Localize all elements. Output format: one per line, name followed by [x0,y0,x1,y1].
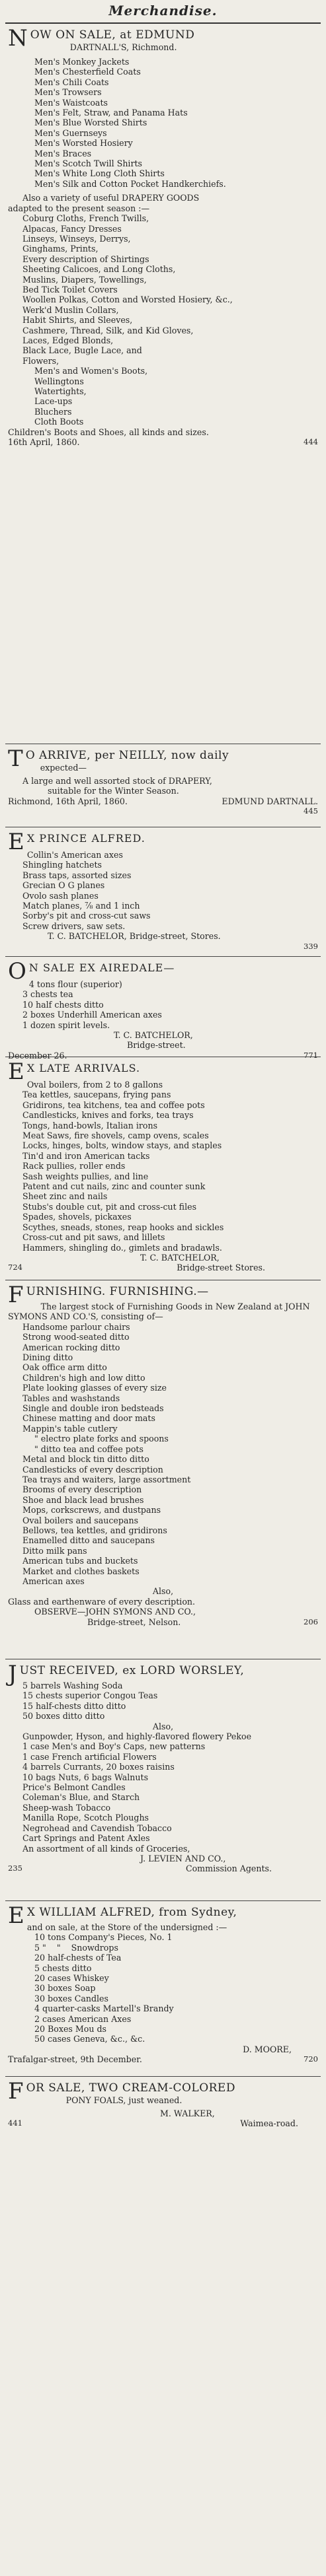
list-item: Laces, Edged Blonds, [22,335,114,345]
advert-text: Also, [152,1586,174,1597]
list-item: Black Lace, Bugle Lace, and [22,345,142,356]
advert-heading: O ARRIVE, per NEILLY, now daily [25,749,229,762]
list-item: American tubs and buckets [22,1556,138,1566]
list-item: Ditto milk pans [22,1545,87,1556]
list-item: Shingling hatchets [22,860,102,870]
advert-text: adapted to the present season :— [8,203,150,213]
list-item: Oval boilers and saucepans [22,1515,139,1525]
list-item: Screw drivers, saw sets. [22,921,126,931]
list-item: Tea kettles, saucepans, frying pans [22,1090,171,1100]
list-item: Children's high and low ditto [22,1372,145,1383]
advert-text: and on sale, at the Store of the undersigned :— [26,1922,227,1932]
list-item: Hammers, shingling do., gimlets and bradawls. [22,1242,222,1253]
advert-number: 724 [8,1263,22,1272]
list-item: 50 cases Geneva, &c., &c. [34,2034,145,2044]
list-item: Price's Belmont Candles [22,1782,126,1793]
list-item: 3 chests tea [22,989,73,1000]
advert-signature: Bridge-street Stores. [177,1263,265,1273]
list-item: Men's White Long Cloth Shirts [34,168,165,179]
boot-list [8,366,318,427]
drop-cap: E [8,1059,24,1085]
advert-signature: Commission Agents. [185,1863,272,1874]
list-item: Gunpowder, Hyson, and highly-flavored flowery Pekoe [22,1731,252,1742]
list-item: Coburg Cloths, French Twills, [22,213,149,224]
list-item: Plate looking glasses of every size [22,1383,167,1393]
list-item: 4 tons flour (superior) [28,979,122,989]
list-item: Cross-cut and pit saws, and lillets [22,1232,165,1243]
list-item: " ditto tea and coffee pots [34,1444,143,1454]
list-item: Werk'd Muslin Collars, [22,304,119,315]
list-item: Men's Felt, Straw, and Panama Hats [34,108,188,118]
advert-furnishing [5,1283,321,1656]
list-item: Every description of Shirtings [22,254,149,264]
list-item: Men's Trowsers [34,87,102,98]
advert-footer [8,1263,318,1272]
divider [5,1900,321,1901]
list-item: " electro plate forks and spoons [34,1434,169,1444]
list-item: Manilla Rope, Scotch Ploughs [22,1813,149,1823]
advert-heading: OR SALE, TWO CREAM-COLORED [26,2081,235,2095]
drop-cap: J [8,1661,17,1687]
list-item: Sheep-wash Tobacco [22,1802,111,1813]
divider [5,2076,321,2077]
item-list [8,213,318,366]
advert-text: Children's Boots and Shoes, all kinds and sizes. [8,427,209,437]
advert-place: Richmond, 16th April, 1860. [8,796,128,806]
list-item: Bluchers [34,406,72,417]
advert-william-alfred [5,1904,321,2073]
list-item: Men's Silk and Cotton Pocket Handkerchiefs. [34,178,226,189]
list-item: An assortment of all kinds of Groceries, [22,1843,190,1854]
newspaper-page [5,0,321,2576]
advert-footer [8,1051,318,1061]
advert-date: 16th April, 1860. [8,437,80,448]
advert-footer [8,1863,318,1873]
list-item: 15 half-chests ditto ditto [22,1700,126,1711]
advert-place: Trafalgar-street, 9th December. [8,2054,142,2065]
list-item: Metal and block tin ditto ditto [22,1454,149,1465]
advert-number: 206 [304,1617,318,1626]
list-item: 10 tons Company's Pieces, No. 1 [34,1932,173,1943]
list-item: Flowers, [22,355,60,366]
list-item: Gridirons, tea kitchens, tea and coffee pots [22,1099,205,1110]
list-item: Ginghams, Prints, [22,244,99,254]
list-item: 15 chests superior Congou Teas [22,1690,158,1701]
list-item: Oval boilers, from 2 to 8 gallons [26,1080,163,1090]
item-list [8,1080,318,1253]
list-item: Stubs's double cut, pit and cross-cut files [22,1201,197,1212]
list-item: Market and clothes baskets [22,1566,140,1576]
advert-airedale [5,958,321,1061]
advert-signature: T. C. BATCHELOR, [140,1252,220,1263]
list-item: American axes [22,1576,85,1586]
list-item: Habit Shirts, and Sleeves, [22,315,133,326]
advert-signature: Bridge-street. [127,1040,186,1051]
list-item: Wellingtons [34,376,84,386]
list-item: Sheeting Calicoes, and Long Cloths, [22,264,176,275]
list-item: Strong wood-seated ditto [22,1332,130,1342]
section-masthead: Merchandise. [108,3,218,18]
list-item: 20 half-chests of Tea [34,1953,122,1963]
advert-number: 771 [304,1050,318,1060]
advert-place: Waimea-road. [240,2118,298,2129]
list-item: 5 barrels Washing Soda [22,1681,123,1690]
list-item: Men's Waistcoats [34,97,108,108]
drop-cap: E [8,1902,24,1929]
list-item: Bellows, tea kettles, and gridirons [22,1525,167,1535]
list-item: Brass taps, assorted sizes [22,870,132,880]
list-item: 10 bags Nuts, 6 bags Walnuts [22,1772,149,1782]
item-list [8,850,318,931]
list-item: Match planes, ⅞ and 1 inch [22,901,140,911]
drop-cap: F [8,1282,24,1308]
advert-signature: OBSERVE—JOHN SYMONS AND CO., [34,1607,196,1617]
list-item: Men's Guernseys [34,127,107,138]
advert-firm: DARTNALL'S, Richmond. [69,42,177,52]
advert-text: PONY FOALS, just weaned. [65,2095,183,2105]
advert-footer [8,2054,318,2064]
item-list [8,57,318,189]
drop-cap: O [8,958,26,985]
list-item: 2 cases American Axes [34,2013,132,2024]
list-item: American rocking ditto [22,1342,120,1352]
divider [5,956,321,957]
list-item: Alpacas, Fancy Dresses [22,223,122,234]
advert-number: 441 [8,2118,22,2128]
list-item: Enamelled ditto and saucepans [22,1535,155,1546]
item-list [8,1731,318,1854]
advert-heading: OW ON SALE, at EDMUND [30,28,195,42]
list-item: Sash weights pullies, and line [22,1171,149,1181]
list-item: 5 " " Snowdrops [34,1942,118,1953]
list-item: Men's Scotch Twill Shirts [34,158,143,169]
item-list [8,1932,318,2044]
list-item: Men's Blue Worsted Shirts [34,118,147,128]
list-item: 30 boxes Soap [34,1983,96,1994]
list-item: 20 cases Whiskey [34,1973,109,1984]
divider [5,22,321,24]
advert-intro: The largest stock of Furnishing Goods in New Zealand at JOHN SYMONS AND CO.'S, consisting of— [8,1302,310,1322]
advert-address: Bridge-street, Nelson. [87,1617,181,1627]
list-item: Tongs, hand-bowls, Italian irons [22,1120,158,1131]
advert-heading: UST RECEIVED, ex LORD WORSLEY, [19,1664,245,1677]
advert-signature: EDMUND DARTNALL. [222,796,318,806]
advert-date: December 26. [8,1050,67,1061]
advert-footer [8,437,318,447]
item-list [8,1681,318,1722]
list-item: Men's Braces [34,148,92,158]
list-item: Candlesticks of every description [22,1464,163,1475]
list-item: Sorby's pit and cross-cut saws [22,911,151,921]
list-item: Muslins, Diapers, Towellings, [22,274,147,285]
advert-heading: X PRINCE ALFRED. [26,832,145,845]
advert-number: 444 [304,437,318,447]
advert-signature: M. WALKER, [160,2108,215,2118]
list-item: Cashmere, Thread, Silk, and Kid Gloves, [22,325,194,335]
advert-text: Also, [152,1721,174,1731]
advert-footer [8,1617,318,1627]
advert-heading: X LATE ARRIVALS. [26,1062,141,1074]
list-item: Linseys, Winseys, Derrys, [22,233,131,244]
list-item: Candlesticks, knives and forks, tea trays [22,1110,194,1121]
advert-text: A large and well assorted stock of DRAPERY, [22,776,212,786]
list-item: Grecian O G planes [22,880,105,891]
list-item: 4 quarter-casks Martell's Brandy [34,2003,174,2014]
advert-heading: N SALE EX AIREDALE— [28,961,175,974]
advert-dartnall-sale [5,26,321,741]
advert-pony-foals [5,2079,321,2129]
advert-prince-alfred [5,830,321,954]
list-item: Cloth Boots [34,417,84,427]
advert-signature: T. C. BATCHELOR, [114,1030,193,1041]
advert-text: suitable for the Winter Season. [48,786,179,796]
list-item: Woollen Polkas, Cotton and Worsted Hosiery, &c., [22,295,233,305]
drop-cap: N [8,25,28,52]
item-list [8,1322,318,1587]
list-item: Chinese matting and door mats [22,1413,155,1424]
list-item: Oak office arm ditto [22,1362,107,1373]
drop-cap: T [8,746,23,772]
advert-number: 235 [8,1863,22,1873]
advert-signature: J. LEVIEN AND CO., [140,1853,226,1863]
list-item: Patent and cut nails, zinc and counter sunk [22,1181,206,1192]
list-item: Tea trays and waiters, large assortment [22,1474,191,1484]
list-item: Rack pullies, roller ends [22,1161,126,1171]
list-item: Men's Chili Coats [34,77,109,87]
item-list [8,979,318,1030]
advert-number: 339 [304,941,318,951]
list-item: Brooms of every description [22,1484,142,1495]
list-item: Men's Monkey Jackets [34,57,130,67]
advert-lord-worsley [5,1662,321,1898]
list-item: Watertights, [34,386,87,396]
list-item: Men's Chesterfield Coats [34,67,141,77]
advert-text: expected— [40,763,87,773]
list-item: Single and double iron bedsteads [22,1403,164,1414]
list-item: Shoe and black lead brushes [22,1494,144,1505]
list-item: Mops, corkscrews, and dustpans [22,1505,161,1515]
list-item: Tables and washstands [22,1393,120,1403]
list-item: 30 boxes Candles [34,1993,108,2003]
list-item: Mappin's table cutlery [22,1423,118,1434]
advert-footer [8,796,318,806]
advert-signature: T. C. BATCHELOR, Bridge-street, Stores. [48,931,221,942]
list-item: Spades, shovels, pickaxes [22,1212,132,1222]
list-item: Ovolo sash planes [22,890,99,901]
list-item: Bed Tick Toilet Covers [22,284,118,295]
list-item: Sheet zinc and nails [22,1191,108,1202]
list-item: Collin's American axes [26,850,123,860]
list-item: Handsome parlour chairs [22,1321,130,1332]
advert-footer [8,2118,318,2128]
list-item: Locks, hinges, bolts, window stays, and staples [22,1140,222,1151]
advert-late-arrivals [5,1060,321,1277]
list-item: Negrohead and Cavendish Tobacco [22,1823,172,1833]
list-item: Dining ditto [22,1352,73,1363]
advert-text: Also a variety of useful DRAPERY GOODS [22,193,200,203]
advert-heading: URNISHING. FURNISHING.— [26,1285,209,1298]
drop-cap: E [8,829,24,855]
list-item: Men's Worsted Hosiery [34,138,133,149]
list-item: Coleman's Blue, and Starch [22,1792,140,1803]
list-item: Meat Saws, fire shovels, camp ovens, scales [22,1131,209,1141]
list-item: 1 case Men's and Boy's Caps, new patterns [22,1741,206,1752]
list-item: Scythes, sneads, stones, reap hooks and sickles [22,1222,224,1232]
list-item: 2 boxes Underhill American axes [22,1010,162,1020]
list-item: 5 chests ditto [34,1963,92,1973]
list-item: Cart Springs and Patent Axles [22,1833,150,1844]
list-item: 4 barrels Currants, 20 boxes raisins [22,1762,175,1772]
advert-number: 445 [304,806,318,816]
list-item: 10 half chests ditto [22,999,104,1010]
list-item: Men's and Women's Boots, [34,366,148,376]
advert-dartnall-arrive [5,747,321,824]
list-item: 20 Boxes Mou ds [34,2024,107,2035]
list-item: Tin'd and iron American tacks [22,1150,150,1161]
advert-number: 720 [304,2054,318,2064]
advert-heading: X WILLIAM ALFRED, from Sydney, [26,1906,237,1919]
drop-cap: F [8,2078,24,2105]
list-item: 50 boxes ditto ditto [22,1711,105,1722]
list-item: 1 case French artificial Flowers [22,1751,157,1762]
list-item: 1 dozen spirit levels. [22,1020,110,1030]
list-item: Lace-ups [34,396,73,407]
advert-text: Glass and earthenware of every description. [8,1596,196,1607]
advert-signature: D. MOORE, [243,2044,292,2054]
